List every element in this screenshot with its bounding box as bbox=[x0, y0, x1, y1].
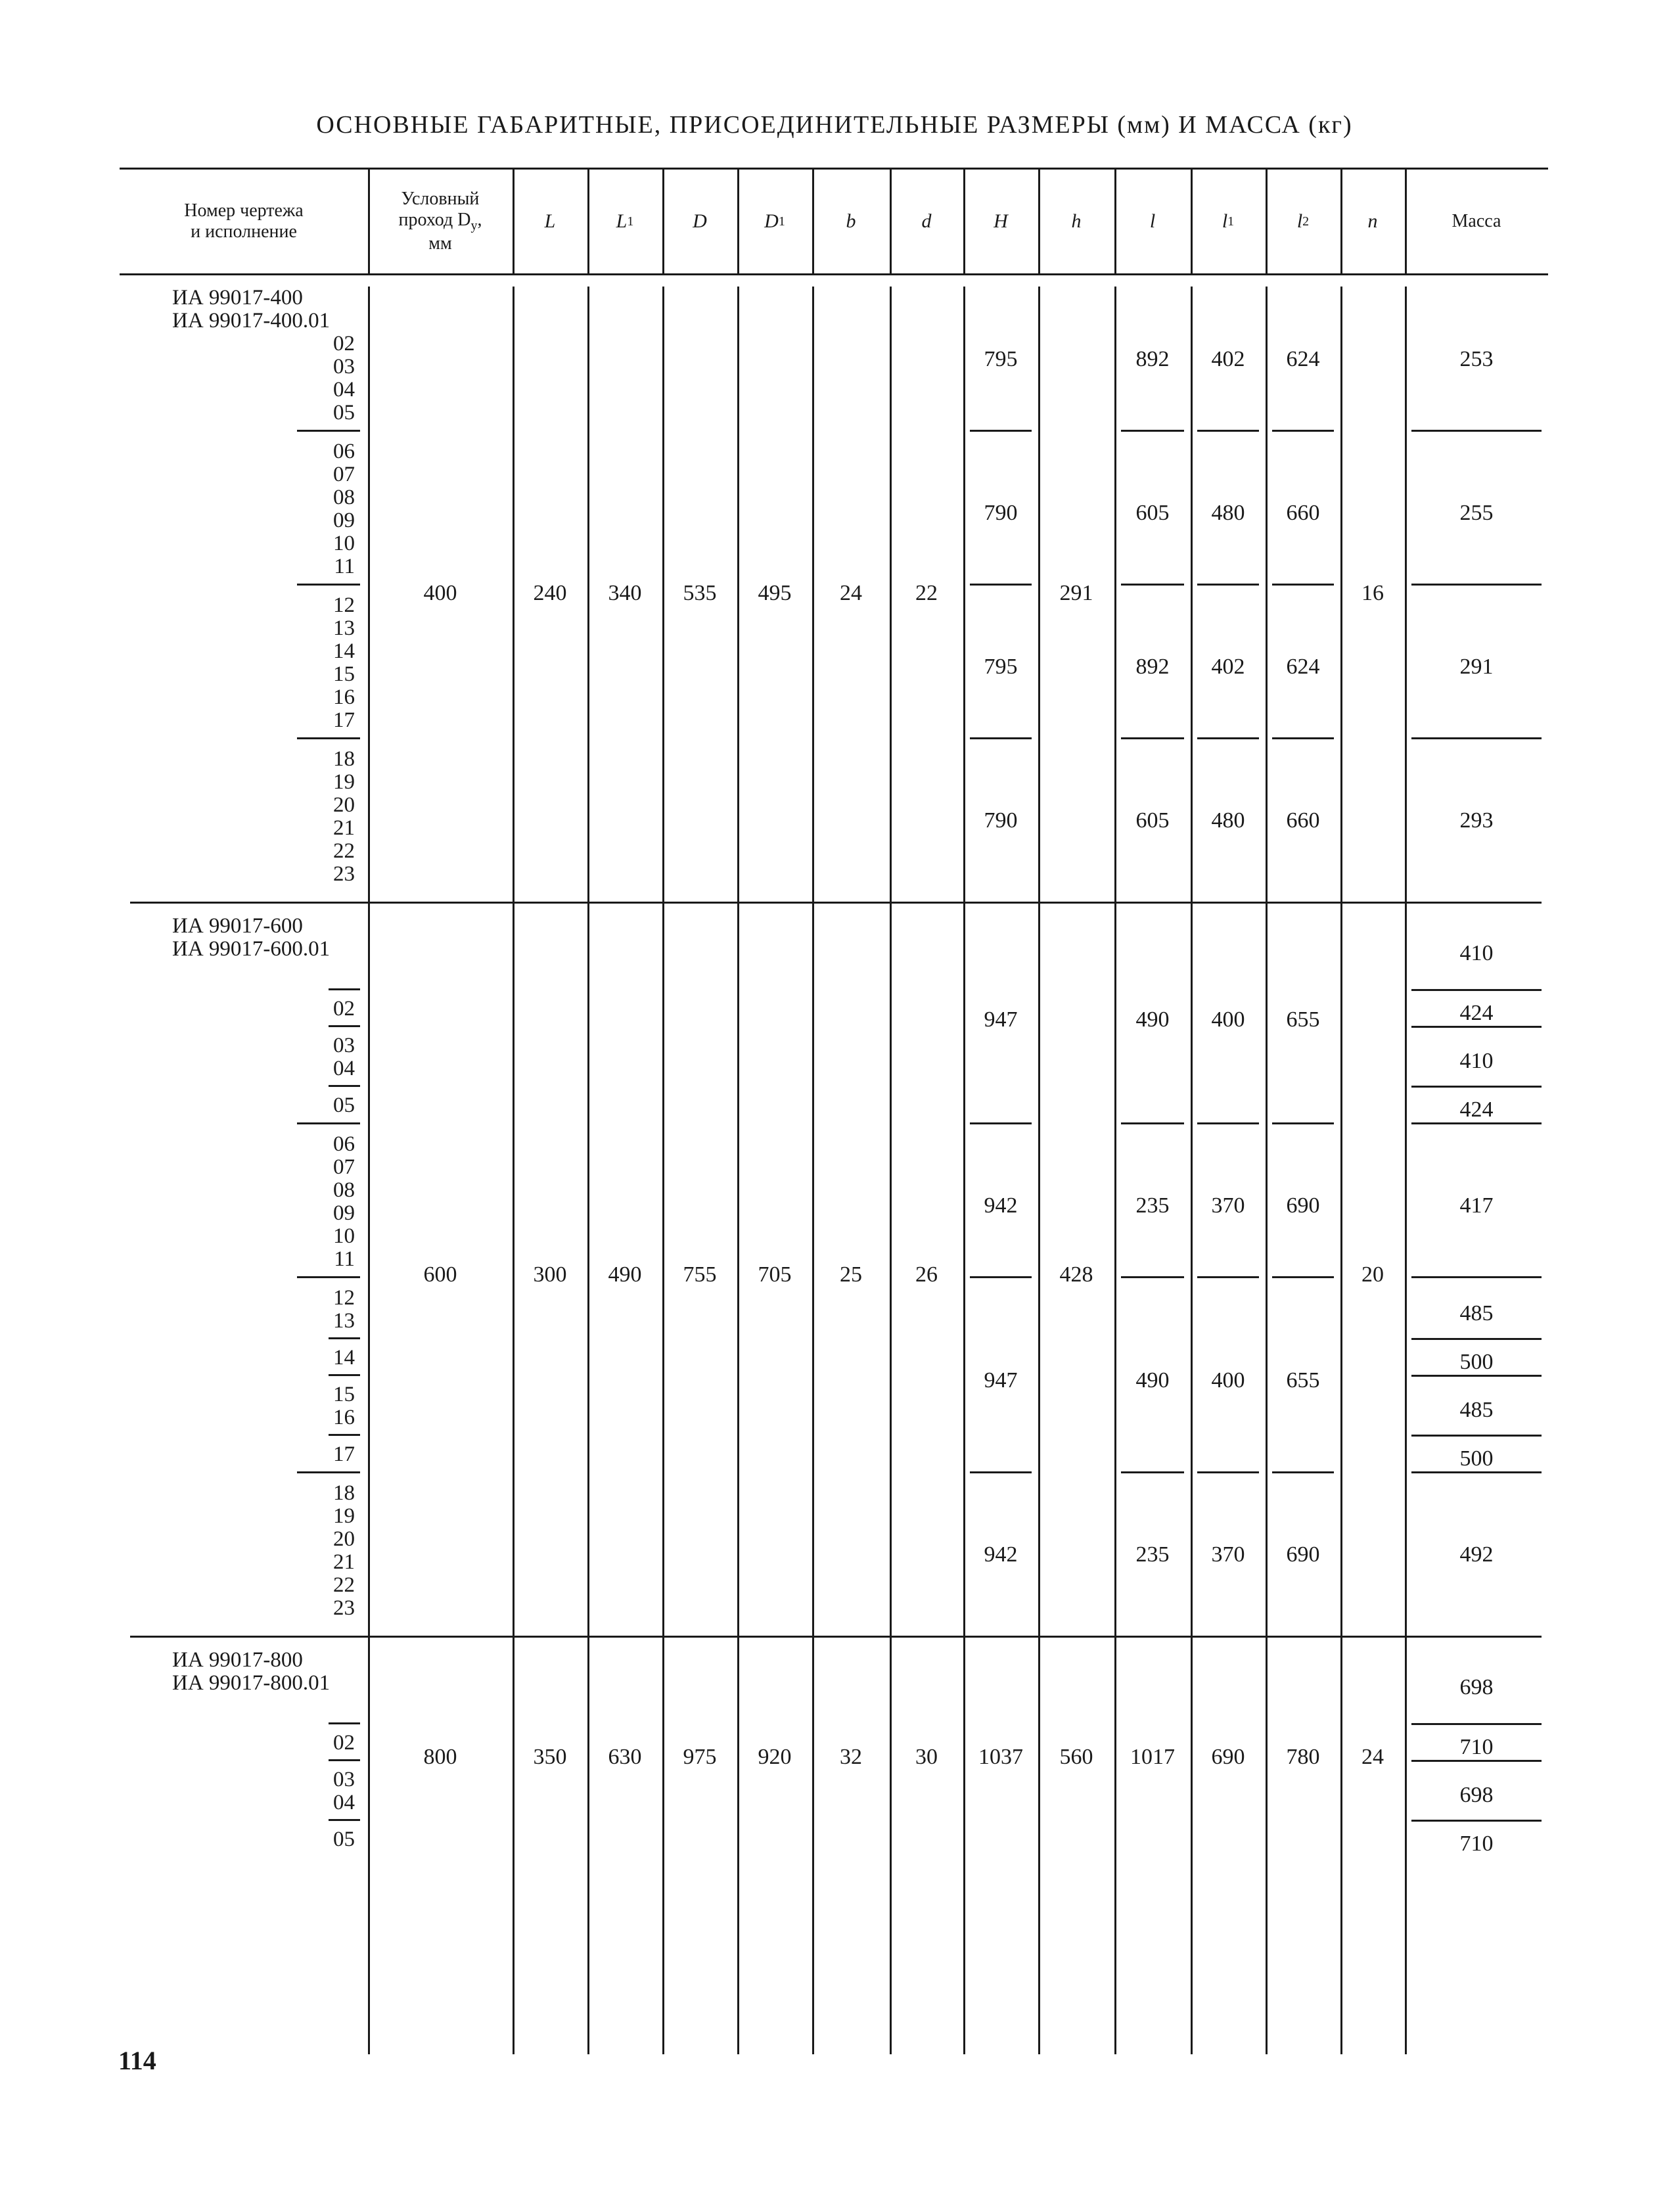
execution-separator bbox=[297, 737, 360, 739]
cell-n: 20 bbox=[1361, 1262, 1384, 1287]
execution-number: 20 bbox=[333, 793, 355, 817]
header-mass: Масса bbox=[1452, 210, 1501, 231]
mass-separator bbox=[1411, 1086, 1542, 1088]
execution-separator bbox=[297, 1276, 360, 1278]
cell-H: 942 bbox=[984, 1193, 1018, 1218]
cell-b: 25 bbox=[840, 1262, 862, 1287]
page-number: 114 bbox=[118, 2046, 156, 2075]
row-separator bbox=[1197, 584, 1259, 586]
row-separator bbox=[1272, 1471, 1334, 1473]
execution-number: 18 bbox=[333, 1481, 355, 1505]
mass-separator bbox=[1411, 1435, 1542, 1437]
column-divider bbox=[890, 287, 892, 2054]
cell-mass: 424 bbox=[1459, 1000, 1494, 1025]
execution-number: 09 bbox=[333, 1201, 355, 1225]
row-separator bbox=[1197, 737, 1259, 739]
cell-L: 240 bbox=[533, 581, 567, 605]
cell-H: 1037 bbox=[978, 1745, 1023, 1769]
cell-l2: 624 bbox=[1286, 655, 1320, 679]
cell-mass: 698 bbox=[1459, 1783, 1494, 1807]
mass-separator bbox=[1411, 1820, 1542, 1822]
cell-D1: 705 bbox=[758, 1262, 792, 1287]
execution-separator bbox=[329, 1085, 360, 1087]
group-separator bbox=[130, 902, 1542, 904]
cell-mass: 710 bbox=[1459, 1734, 1494, 1759]
row-separator bbox=[970, 1276, 1032, 1278]
cell-l2: 690 bbox=[1286, 1193, 1320, 1218]
execution-number: 17 bbox=[333, 1442, 355, 1466]
cell-h: 560 bbox=[1059, 1745, 1093, 1769]
cell-dy: 600 bbox=[423, 1262, 457, 1287]
header-n: n bbox=[1367, 210, 1378, 232]
column-divider bbox=[1405, 287, 1407, 2054]
mass-separator bbox=[1411, 1375, 1542, 1377]
cell-l: 605 bbox=[1135, 808, 1170, 833]
cell-mass: 485 bbox=[1459, 1301, 1494, 1325]
column-divider bbox=[1266, 170, 1268, 273]
cell-dy: 400 bbox=[423, 581, 457, 605]
execution-number: 12 bbox=[333, 593, 355, 617]
row-separator bbox=[1272, 737, 1334, 739]
row-separator bbox=[970, 430, 1032, 432]
cell-mass: 293 bbox=[1459, 808, 1494, 833]
execution-number: 05 bbox=[333, 1828, 355, 1851]
column-divider bbox=[1340, 170, 1342, 273]
cell-H: 795 bbox=[984, 347, 1018, 371]
header-l2: l 2 bbox=[1296, 210, 1310, 232]
execution-separator bbox=[297, 1122, 360, 1124]
cell-l: 892 bbox=[1135, 347, 1170, 371]
column-divider bbox=[963, 287, 965, 2054]
cell-L1: 630 bbox=[608, 1745, 642, 1769]
row-separator bbox=[970, 1122, 1032, 1124]
cell-L: 300 bbox=[533, 1262, 567, 1287]
row-separator bbox=[1411, 1471, 1542, 1473]
cell-mass: 500 bbox=[1459, 1349, 1494, 1374]
drawing-number: ИА 99017-800.01 bbox=[172, 1671, 331, 1695]
cell-D1: 920 bbox=[758, 1745, 792, 1769]
cell-L: 350 bbox=[533, 1745, 567, 1769]
execution-number: 22 bbox=[333, 839, 355, 863]
column-divider bbox=[368, 287, 370, 2054]
cell-dy: 800 bbox=[423, 1745, 457, 1769]
column-divider bbox=[1191, 170, 1193, 273]
cell-L1: 340 bbox=[608, 581, 642, 605]
row-separator bbox=[1197, 430, 1259, 432]
column-divider bbox=[737, 170, 739, 273]
header-b: b bbox=[846, 210, 856, 232]
cell-H: 790 bbox=[984, 808, 1018, 833]
row-separator bbox=[1197, 1276, 1259, 1278]
header-h: h bbox=[1071, 210, 1082, 232]
column-divider bbox=[890, 170, 892, 273]
row-separator bbox=[970, 737, 1032, 739]
cell-l1: 402 bbox=[1211, 347, 1245, 371]
execution-number: 19 bbox=[333, 770, 355, 794]
cell-l: 235 bbox=[1135, 1542, 1170, 1567]
row-separator bbox=[1411, 1122, 1542, 1124]
cell-H: 947 bbox=[984, 1368, 1018, 1393]
row-separator bbox=[1197, 1471, 1259, 1473]
execution-number: 12 bbox=[333, 1286, 355, 1310]
cell-D: 755 bbox=[683, 1262, 717, 1287]
execution-number: 07 bbox=[333, 1155, 355, 1179]
row-separator bbox=[1411, 430, 1542, 432]
cell-mass: 710 bbox=[1459, 1831, 1494, 1856]
cell-l1: 480 bbox=[1211, 501, 1245, 525]
execution-separator bbox=[297, 1471, 360, 1473]
execution-number: 23 bbox=[333, 862, 355, 886]
cell-l1: 480 bbox=[1211, 808, 1245, 833]
cell-l1: 402 bbox=[1211, 655, 1245, 679]
execution-number: 15 bbox=[333, 662, 355, 686]
header-D: D bbox=[693, 210, 707, 232]
execution-number: 02 bbox=[333, 332, 355, 356]
execution-number: 19 bbox=[333, 1504, 355, 1528]
execution-number: 05 bbox=[333, 1094, 355, 1117]
column-divider bbox=[587, 287, 589, 2054]
cell-H: 942 bbox=[984, 1542, 1018, 1567]
header-d: d bbox=[921, 210, 932, 232]
column-divider bbox=[812, 170, 814, 273]
cell-H: 795 bbox=[984, 655, 1018, 679]
cell-l2: 655 bbox=[1286, 1368, 1320, 1393]
execution-number: 18 bbox=[333, 747, 355, 771]
cell-mass: 417 bbox=[1459, 1193, 1494, 1218]
execution-separator bbox=[329, 1759, 360, 1761]
header-l: l bbox=[1149, 210, 1156, 232]
cell-mass: 255 bbox=[1459, 501, 1494, 525]
row-separator bbox=[1272, 1276, 1334, 1278]
cell-l1: 400 bbox=[1211, 1007, 1245, 1032]
cell-d: 30 bbox=[915, 1745, 938, 1769]
cell-H: 947 bbox=[984, 1007, 1018, 1032]
cell-D1: 495 bbox=[758, 581, 792, 605]
column-divider bbox=[1038, 287, 1040, 2054]
execution-number: 04 bbox=[333, 1057, 355, 1080]
header-D1: D 1 bbox=[764, 210, 785, 232]
execution-separator bbox=[297, 584, 360, 586]
column-divider bbox=[662, 170, 664, 273]
execution-number: 06 bbox=[333, 1132, 355, 1156]
cell-l1: 370 bbox=[1211, 1193, 1245, 1218]
execution-number: 20 bbox=[333, 1527, 355, 1551]
cell-l1: 370 bbox=[1211, 1542, 1245, 1567]
cell-l: 605 bbox=[1135, 501, 1170, 525]
execution-number: 04 bbox=[333, 378, 355, 402]
mass-separator bbox=[1411, 1338, 1542, 1340]
cell-l1: 690 bbox=[1211, 1745, 1245, 1769]
execution-separator bbox=[297, 430, 360, 432]
execution-separator bbox=[329, 1025, 360, 1027]
mass-separator bbox=[1411, 1723, 1542, 1725]
cell-mass: 698 bbox=[1459, 1674, 1494, 1699]
execution-number: 21 bbox=[333, 816, 355, 840]
execution-number: 23 bbox=[333, 1596, 355, 1620]
execution-number: 06 bbox=[333, 440, 355, 463]
cell-mass: 410 bbox=[1459, 940, 1494, 965]
column-divider bbox=[587, 170, 589, 273]
row-separator bbox=[1272, 584, 1334, 586]
cell-d: 26 bbox=[915, 1262, 938, 1287]
cell-b: 24 bbox=[840, 581, 862, 605]
cell-l: 1017 bbox=[1130, 1745, 1175, 1769]
cell-l2: 660 bbox=[1286, 808, 1320, 833]
execution-number: 02 bbox=[333, 997, 355, 1021]
row-separator bbox=[1411, 584, 1542, 586]
cell-l: 235 bbox=[1135, 1193, 1170, 1218]
cell-mass: 485 bbox=[1459, 1398, 1494, 1422]
cell-h: 291 bbox=[1059, 581, 1093, 605]
mass-separator bbox=[1411, 1760, 1542, 1762]
execution-number: 08 bbox=[333, 1178, 355, 1202]
cell-l2: 690 bbox=[1286, 1542, 1320, 1567]
column-divider bbox=[963, 170, 965, 273]
row-separator bbox=[1197, 1122, 1259, 1124]
column-divider bbox=[662, 287, 664, 2054]
execution-number: 13 bbox=[333, 1309, 355, 1333]
cell-l2: 780 bbox=[1286, 1745, 1320, 1769]
cell-n: 16 bbox=[1361, 581, 1384, 605]
row-separator bbox=[1121, 430, 1184, 432]
cell-mass: 424 bbox=[1459, 1097, 1494, 1122]
header-nominal-bore: Условный проход $D_у$, мм bbox=[398, 188, 482, 254]
execution-number: 15 bbox=[333, 1383, 355, 1406]
cell-l: 490 bbox=[1135, 1368, 1170, 1393]
cell-mass: 500 bbox=[1459, 1446, 1494, 1471]
cell-l2: 660 bbox=[1286, 501, 1320, 525]
execution-number: 07 bbox=[333, 463, 355, 486]
column-divider bbox=[1266, 287, 1268, 2054]
column-divider bbox=[1038, 170, 1040, 273]
column-divider bbox=[1191, 287, 1193, 2054]
column-divider bbox=[513, 170, 514, 273]
row-separator bbox=[1272, 1122, 1334, 1124]
execution-number: 10 bbox=[333, 1224, 355, 1248]
execution-number: 10 bbox=[333, 532, 355, 555]
execution-number: 16 bbox=[333, 1406, 355, 1429]
execution-number: 03 bbox=[333, 1768, 355, 1791]
execution-number: 09 bbox=[333, 509, 355, 532]
header-L: L bbox=[544, 210, 556, 232]
execution-separator bbox=[329, 1337, 360, 1339]
execution-number: 08 bbox=[333, 486, 355, 509]
execution-number: 21 bbox=[333, 1550, 355, 1574]
cell-b: 32 bbox=[840, 1745, 862, 1769]
drawing-number: ИА 99017-600.01 bbox=[172, 937, 331, 961]
header-l1: l 1 bbox=[1222, 210, 1235, 232]
row-separator bbox=[1411, 1276, 1542, 1278]
execution-number: 22 bbox=[333, 1573, 355, 1597]
cell-d: 22 bbox=[915, 581, 938, 605]
execution-separator bbox=[329, 1434, 360, 1436]
column-divider bbox=[1114, 287, 1116, 2054]
column-divider bbox=[513, 287, 514, 2054]
execution-number: 11 bbox=[334, 1247, 355, 1271]
row-separator bbox=[1121, 584, 1184, 586]
row-separator bbox=[1121, 1122, 1184, 1124]
header-L1: L 1 bbox=[616, 210, 634, 232]
header-H: H bbox=[994, 210, 1008, 232]
group-separator bbox=[130, 1636, 1542, 1638]
cell-mass: 291 bbox=[1459, 655, 1494, 679]
drawing-number: ИА 99017-600 bbox=[172, 914, 303, 938]
cell-n: 24 bbox=[1361, 1745, 1384, 1769]
execution-number: 11 bbox=[334, 555, 355, 578]
mass-separator bbox=[1411, 1026, 1542, 1028]
row-separator bbox=[1121, 1471, 1184, 1473]
cell-D: 975 bbox=[683, 1745, 717, 1769]
column-divider bbox=[1114, 170, 1116, 273]
execution-number: 02 bbox=[333, 1731, 355, 1755]
drawing-number: ИА 99017-400.01 bbox=[172, 309, 331, 333]
cell-mass: 410 bbox=[1459, 1049, 1494, 1073]
cell-H: 790 bbox=[984, 501, 1018, 525]
execution-separator bbox=[329, 1722, 360, 1724]
cell-l: 892 bbox=[1135, 655, 1170, 679]
execution-number: 13 bbox=[333, 616, 355, 640]
execution-number: 16 bbox=[333, 685, 355, 709]
column-divider bbox=[1340, 287, 1342, 2054]
cell-mass: 253 bbox=[1459, 347, 1494, 371]
row-separator bbox=[1121, 737, 1184, 739]
cell-l2: 624 bbox=[1286, 347, 1320, 371]
drawing-number: ИА 99017-400 bbox=[172, 286, 303, 310]
cell-L1: 490 bbox=[608, 1262, 642, 1287]
mass-separator bbox=[1411, 989, 1542, 991]
row-separator bbox=[1121, 1276, 1184, 1278]
execution-number: 03 bbox=[333, 355, 355, 379]
execution-number: 17 bbox=[333, 708, 355, 732]
execution-separator bbox=[329, 988, 360, 990]
row-separator bbox=[1411, 737, 1542, 739]
execution-number: 04 bbox=[333, 1791, 355, 1814]
execution-number: 05 bbox=[333, 401, 355, 425]
execution-separator bbox=[329, 1374, 360, 1376]
table-header-rule bbox=[120, 273, 1548, 275]
drawing-number: ИА 99017-800 bbox=[172, 1648, 303, 1672]
cell-l: 490 bbox=[1135, 1007, 1170, 1032]
column-divider bbox=[1405, 170, 1407, 273]
cell-h: 428 bbox=[1059, 1262, 1093, 1287]
row-separator bbox=[1272, 430, 1334, 432]
page-title: ОСНОВНЫЕ ГАБАРИТНЫЕ, ПРИСОЕДИНИТЕЛЬНЫЕ РАЗМЕРЫ (мм) И МАССА (кг) bbox=[316, 111, 1353, 139]
row-separator bbox=[970, 1471, 1032, 1473]
execution-number: 14 bbox=[333, 639, 355, 663]
column-divider bbox=[737, 287, 739, 2054]
cell-mass: 492 bbox=[1459, 1542, 1494, 1567]
execution-number: 14 bbox=[333, 1346, 355, 1370]
cell-D: 535 bbox=[683, 581, 717, 605]
header-drawing-number: Номер чертежа и исполнение bbox=[184, 200, 304, 242]
column-divider bbox=[368, 170, 370, 273]
execution-separator bbox=[329, 1819, 360, 1821]
column-divider bbox=[812, 287, 814, 2054]
execution-number: 03 bbox=[333, 1034, 355, 1057]
cell-l1: 400 bbox=[1211, 1368, 1245, 1393]
cell-l2: 655 bbox=[1286, 1007, 1320, 1032]
row-separator bbox=[970, 584, 1032, 586]
